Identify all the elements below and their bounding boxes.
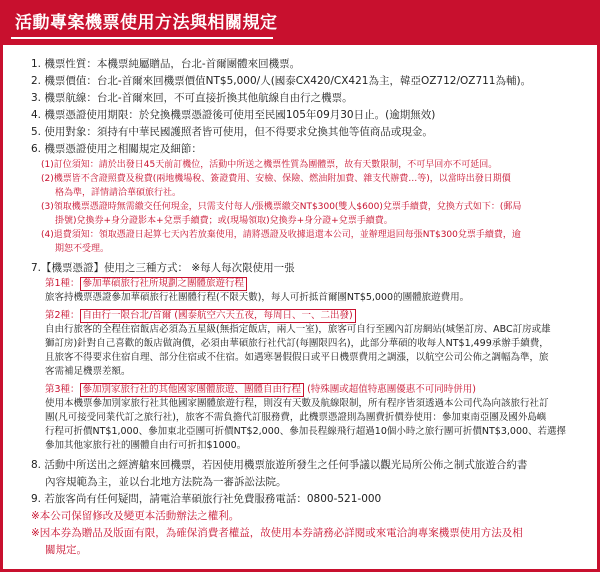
way-1-label: 第1種： bbox=[45, 278, 80, 289]
way-3-line-4: 參加其他家旅行社的團體自由行可折扣$1000。 bbox=[45, 440, 247, 451]
way-2-line-3: 且旅客不得要求住宿自理、部分住宿或不住宿。如遇寒暑假假日或平日機票費用之調漲，以航空公司公佈之調幅為準，旅 bbox=[45, 352, 549, 363]
way-1 bbox=[31, 277, 591, 305]
rule-item-3: 3. 機票航線：台北-首爾來回，不可直接折換其他航線自由行之機票。 bbox=[31, 92, 353, 104]
rule-item-7: 7.【機票憑證】使用之三種方式： ※每人每次限使用一張 bbox=[31, 262, 295, 274]
rule-6-sub-4: (4)退費須知：領取憑證日起算七天內若放棄使用，請將憑證及收據退還本公司，並辦理退回每張NT$300兌票手續費，逾 期恕不受理。 bbox=[41, 230, 521, 254]
way-3-line-1: 使用本機票參加別家旅行社其他國家團體旅遊行程，則沒有天數及航線限制，所有程序皆須透過本公司代為向該旅行社訂 bbox=[45, 398, 549, 409]
way-2-line-4: 客需補足機票差額。 bbox=[45, 366, 131, 377]
title-underline bbox=[11, 37, 273, 39]
way-3-label: 第3種： bbox=[45, 384, 80, 395]
way-3-extra: (特殊團或超值特惠團優惠不可同時併用) bbox=[307, 384, 477, 395]
rule-6-sub-2: (2)機票皆不含證照費及稅費(兩地機場稅、簽證費用、安檢、保險、燃油附加費、雜支代辦費…等)，以當時出發日期價 格為準，詳情請洽華碩旅行社。 bbox=[41, 174, 511, 198]
rule-item-8-line-2: 內容規範為主，並以台北地方法院為一審訴訟法院。 bbox=[45, 476, 287, 488]
way-3-line-3: 行程可折價NT$1,000、參加東北亞團可折價NT$2,000、參加長程線飛行超過10個小時之旅行團可折價NT$3,000、若選擇 bbox=[45, 426, 567, 437]
way-1-line-1: 旅客持機票憑證參加華碩旅行社團體行程(不限天數)，每人可折抵首爾團NT$5,000的團體旅遊費用。 bbox=[45, 292, 470, 303]
rule-item-4: 4. 機票憑證使用期限：於兌換機票憑證後可使用至民國105年09月30日止。(逾期無效) bbox=[31, 109, 436, 121]
footer-note-1: ※本公司保留修改及變更本活動辦法之權利。 bbox=[31, 510, 240, 522]
footer-note-3: 關規定。 bbox=[45, 544, 87, 556]
way-1-box: 參加華碩旅行社所規劃之團體旅遊行程 bbox=[80, 277, 248, 291]
rules-content bbox=[31, 56, 591, 559]
rule-item-9: 9. 若旅客尚有任何疑問，請電洽華碩旅行社免費服務電話：0800-521-000 bbox=[31, 493, 382, 505]
header-bar bbox=[3, 3, 597, 45]
way-2-box: 自由行一限台北/首爾 (國泰航空六天五夜，每周日、一、二出發) bbox=[80, 309, 356, 323]
page-title: 活動專案機票使用方法與相關規定 bbox=[15, 13, 278, 33]
way-2-label: 第2種： bbox=[45, 310, 80, 321]
rule-item-2: 2. 機票價值：台北-首爾來回機票價值NT$5,000/人(國泰CX420/CX421為主，韓亞OZ712/OZ711為輔)。 bbox=[31, 75, 532, 87]
way-2-line-2: 獅訂房)針對自己喜歡的飯店做詢價，必須由華碩旅行社代訂(每團限四名)，此部分華碩的收每人NT$1,499承辦手續費， bbox=[45, 338, 549, 349]
rule-item-8-line-1: 8. 活動中所送出之經濟艙來回機票，若因使用機票旅遊所發生之任何爭議以觀光局所公佈之制式旅遊合約書 bbox=[31, 459, 528, 471]
way-2 bbox=[31, 309, 591, 379]
rule-6-sub-3: (3)領取機票憑證時無需繳交任何現金，只需支付每人/張機票繳交NT$300(雙人$600)兌票手續費，兌換方式如下：(郵局 掛號)兌換券+身分證影本+兌票手續費；或(現場領取)兌換券+身分證+兌票手續費。 bbox=[41, 202, 522, 226]
footer-note-2: ※因本券為贈品及版面有限，為確保消費者權益，故使用本券請務必詳閱或來電洽詢專案機票使用方法及相 bbox=[31, 527, 523, 539]
rule-item-6: 6. 機票憑證使用之相關規定及細節： bbox=[31, 143, 202, 155]
way-3-line-2: 團(凡可接受同業代訂之旅行社)，旅客不需負擔代訂服務費，此機票憑證則為團費折價券使用：參加東南亞團及國外島嶼 bbox=[45, 412, 547, 423]
rule-item-5: 5. 使用對象：須持有中華民國護照者皆可使用，但不得要求兌換其他等值商品或現金。 bbox=[31, 126, 433, 138]
rule-6-sub-1: (1)訂位須知：請於出發日45天前訂機位，活動中所送之機票性質為團體票，故有天數限制，不可早回亦不可延回。 bbox=[41, 160, 498, 170]
way-3 bbox=[31, 383, 591, 453]
rule-item-1: 1. 機票性質：本機票純屬贈品，台北-首爾團體來回機票。 bbox=[31, 58, 301, 70]
way-2-line-1: 自由行旅客的全程住宿飯店必須為五星級(無指定飯店，兩人一室)，旅客可自行至國內訂房網站(城堡訂房、ABC訂房或雄 bbox=[45, 324, 551, 335]
way-3-box: 參加別家旅行社的其他國家團體旅遊、團體自由行程 bbox=[80, 383, 305, 397]
